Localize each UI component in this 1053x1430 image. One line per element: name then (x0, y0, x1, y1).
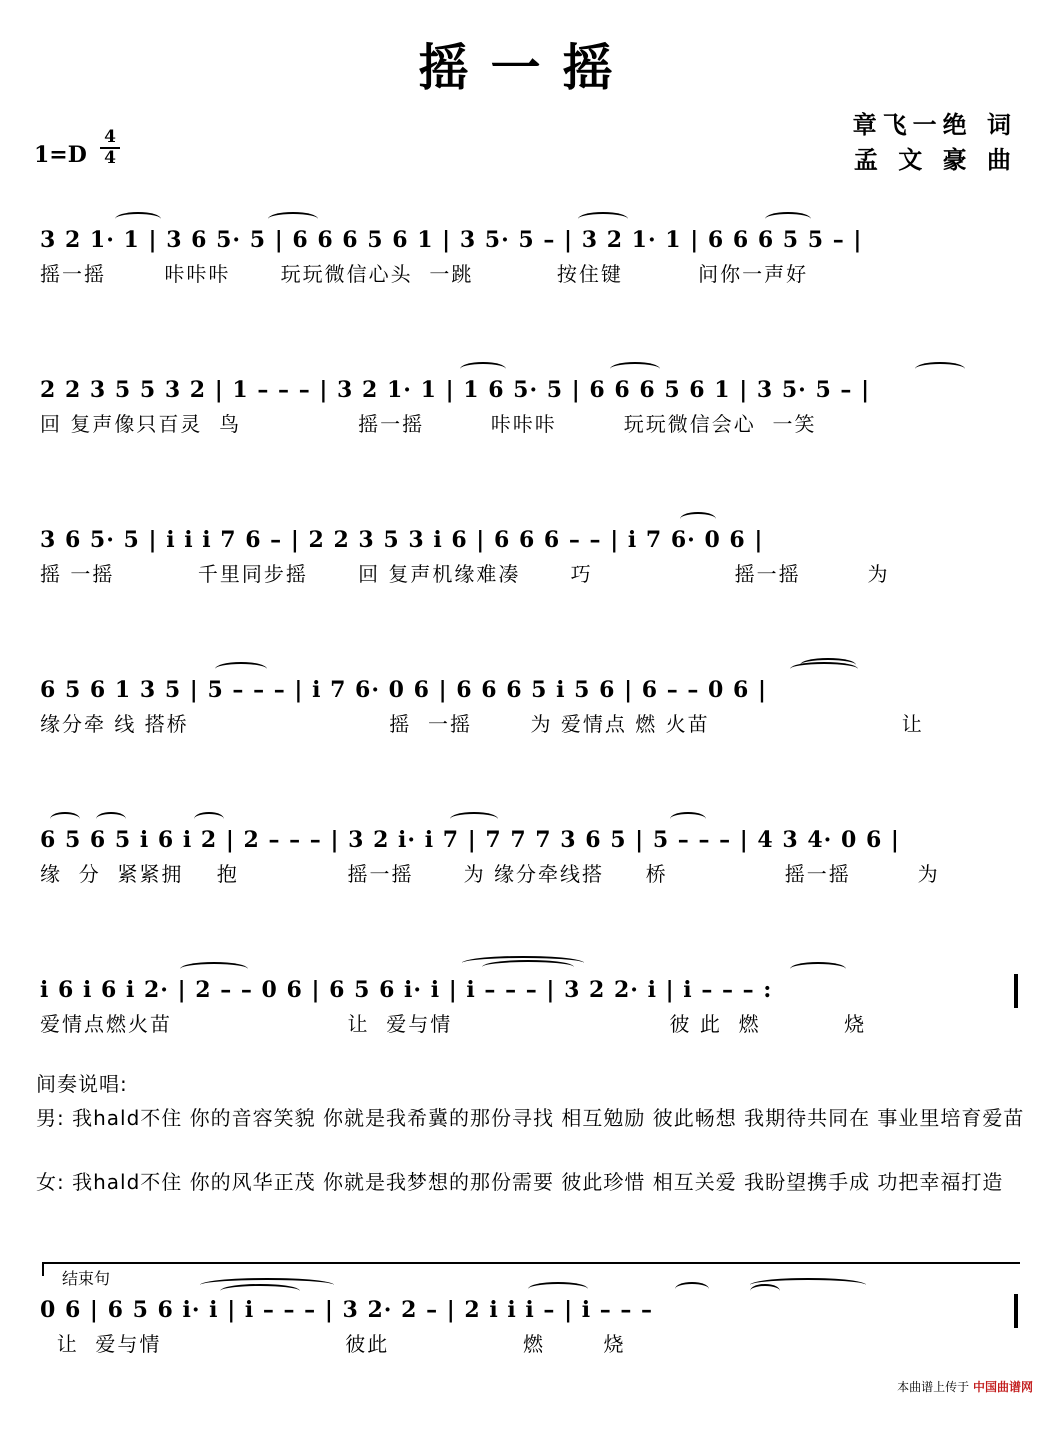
footer-text: 本曲谱上传于 (897, 1380, 970, 1394)
lyrics: 让 爱与情 彼此 燃 烧 (40, 1332, 626, 1356)
score-line-4 (0, 660, 1053, 810)
lyrics: 摇 一摇 千里同步摇 回 复声机缘难凑 巧 摇一摇 为 (40, 562, 890, 586)
slur (915, 362, 965, 376)
time-signature-top: 4 (104, 127, 116, 147)
key-signature: 1=D (34, 142, 87, 168)
final-barline (1014, 1294, 1018, 1328)
slur (268, 212, 318, 226)
notes: 6 5 6 1 3 5 | 5 – – – | i 7 6· 0 6 | 6 6 6 5 i 5 6 | 6 – – 0 6 | (40, 677, 767, 703)
ending-line (0, 1280, 1053, 1430)
slur (675, 1282, 709, 1296)
notes: 3 6 5· 5 | i i i 7 6 – | 2 2 3 5 3 i 6 | 6 6 6 – – | i 7 6· 0 6 | (40, 527, 764, 553)
slur (96, 812, 126, 826)
slur (220, 1284, 300, 1298)
lyrics: 缘分牵 线 搭桥 摇 一摇 为 爱情点 燃 火苗 让 (40, 712, 924, 736)
score-line-2 (0, 360, 1053, 510)
lyrics: 缘 分 紧紧拥 抱 摇一摇 为 缘分牵线搭 桥 摇一摇 为 (40, 862, 940, 886)
ending-label: 结束句 (62, 1269, 111, 1288)
notes: 6 5 6 5 i 6 i 2 | 2 – – – | 3 2 i· i 7 | 7 7 7 3 6 5 | 5 – – – | 4 3 4· 0 6 | (40, 827, 900, 853)
score-line-6 (0, 960, 1053, 1110)
slur (750, 1284, 780, 1298)
lyrics: 回 复声像只百灵 鸟 摇一摇 咔咔咔 玩玩微信会心 一笑 (40, 412, 817, 436)
slur (790, 962, 846, 976)
site-logo[interactable]: 中国曲谱网 (972, 1380, 1033, 1394)
notes: 2 2 3 5 5 3 2 | 1 – – – | 3 2 1· 1 | 1 6 5· 5 | 6 6 6 5 6 1 | 3 5· 5 – | (40, 377, 871, 403)
interlude-title: 间奏说唱: (36, 1072, 128, 1096)
slur (800, 658, 856, 672)
slur (528, 1282, 588, 1296)
footer (897, 1378, 1033, 1395)
score-line-5 (0, 810, 1053, 960)
score-line-1 (0, 210, 1053, 360)
slur (670, 812, 706, 826)
slur (115, 212, 161, 226)
notes: i 6 i 6 i 2· | 2 – – 0 6 | 6 5 6 i· i | i – – – | 3 2 2· i | i – – – : (40, 977, 773, 1003)
slur (450, 812, 498, 826)
ending-bracket (42, 1262, 1020, 1264)
slur (765, 212, 811, 226)
score-line-3 (0, 510, 1053, 660)
interlude-female: 女: 我hald不住 你的风华正茂 你就是我梦想的那份需要 彼此珍惜 相互关爱 我盼望携手成 功把幸福打造 (36, 1170, 1004, 1194)
slur (215, 662, 267, 676)
interlude-male: 男: 我hald不住 你的音容笑貌 你就是我希冀的那份寻找 相互勉励 彼此畅想 我期待共同在 事业里培育爱苗 (36, 1106, 1025, 1130)
slur (180, 962, 248, 976)
composer-credit: 孟 文 豪 曲 (853, 146, 1017, 174)
page-title: 摇一摇 (418, 38, 635, 97)
lyricist-credit: 章飞一绝 词 (852, 111, 1017, 139)
slur (610, 362, 660, 376)
notes: 0 6 | 6 5 6 i· i | i – – – | 3 2· 2 – | 2 i i i – | i – – – (40, 1297, 654, 1323)
lyrics: 摇一摇 咔咔咔 玩玩微信心头 一跳 按住键 问你一声好 (40, 262, 809, 286)
slur (194, 812, 224, 826)
slur (578, 212, 628, 226)
lyrics: 爱情点燃火苗 让 爱与情 彼 此 燃 烧 (40, 1012, 867, 1036)
slur (460, 362, 506, 376)
time-signature (100, 128, 120, 168)
slur (482, 960, 574, 974)
repeat-end-barline (1014, 974, 1018, 1008)
slur (50, 812, 80, 826)
slur (680, 512, 716, 526)
time-signature-bottom: 4 (100, 147, 120, 168)
notes: 3 2 1· 1 | 3 6 5· 5 | 6 6 6 5 6 1 | 3 5· 5 – | 3 2 1· 1 | 6 6 6 5 5 – | (40, 227, 863, 253)
ending-bracket-edge (42, 1262, 44, 1276)
